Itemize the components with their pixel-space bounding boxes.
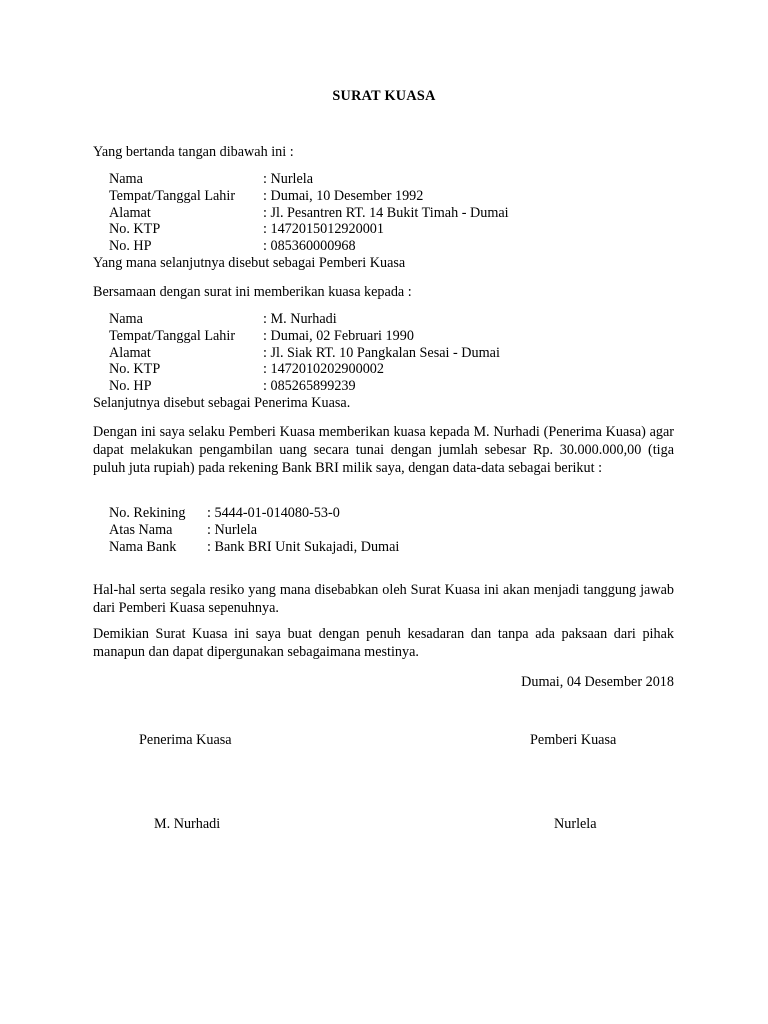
giver-role-label: Pemberi Kuasa <box>530 732 617 748</box>
place-date: Dumai, 04 Desember 2018 <box>521 674 674 690</box>
receiver-name-value: : M. Nurhadi <box>263 311 337 327</box>
body-paragraph: Dengan ini saya selaku Pemberi Kuasa memberikan kuasa kepada M. Nurhadi (Penerima Kuasa) agar dapat melakukan pengambilan uang secara tunai dengan jumlah sebesar Rp. 30.000.000,00 (tiga puluh juta rupiah) pada rekening Bank BRI milik saya, dengan data-data sebagai berikut : <box>93 424 674 476</box>
giver-name-value: : Nurlela <box>263 171 314 187</box>
document-title: SURAT KUASA <box>332 88 436 104</box>
closing-paragraph: Demikian Surat Kuasa ini saya buat dengan penuh kesadaran dan tanpa ada paksaan dari pihak manapun dan dapat dipergunakan sebagaimana mestinya. <box>93 626 674 660</box>
giver-ktp-label: No. KTP <box>109 221 161 237</box>
receiver-signature-name: M. Nurhadi <box>154 816 221 832</box>
receiver-ktp-value: : 1472010202900002 <box>263 361 384 377</box>
receiver-phone-value: : 085265899239 <box>263 378 356 394</box>
receiver-birth-label: Tempat/Tanggal Lahir <box>109 328 236 344</box>
receiver-closing: Selanjutnya disebut sebagai Penerima Kuasa. <box>93 395 351 411</box>
bank-account-value: : 5444-01-014080-53-0 <box>207 505 340 521</box>
receiver-intro: Bersamaan dengan surat ini memberikan kuasa kepada : <box>93 284 412 300</box>
bank-owner-label: Atas Nama <box>109 522 173 538</box>
bank-name-label: Nama Bank <box>109 539 177 555</box>
bank-account-label: No. Rekining <box>109 505 186 521</box>
giver-ktp-value: : 1472015012920001 <box>263 221 384 237</box>
bank-name-value: : Bank BRI Unit Sukajadi, Dumai <box>207 539 400 555</box>
receiver-phone-label: No. HP <box>109 378 152 394</box>
giver-address-label: Alamat <box>109 205 151 221</box>
giver-signature-name: Nurlela <box>554 816 597 832</box>
receiver-ktp-label: No. KTP <box>109 361 161 377</box>
receiver-birth-value: : Dumai, 02 Februari 1990 <box>263 328 414 344</box>
intro-text: Yang bertanda tangan dibawah ini : <box>93 144 294 160</box>
giver-address-value: : Jl. Pesantren RT. 14 Bukit Timah - Dumai <box>263 205 509 221</box>
receiver-role-label: Penerima Kuasa <box>139 732 232 748</box>
receiver-address-label: Alamat <box>109 345 151 361</box>
giver-phone-label: No. HP <box>109 238 152 254</box>
giver-name-label: Nama <box>109 171 143 187</box>
receiver-address-value: : Jl. Siak RT. 10 Pangkalan Sesai - Dumai <box>263 345 500 361</box>
giver-closing: Yang mana selanjutnya disebut sebagai Pemberi Kuasa <box>93 255 406 271</box>
bank-owner-value: : Nurlela <box>207 522 258 538</box>
risk-paragraph: Hal-hal serta segala resiko yang mana disebabkan oleh Surat Kuasa ini akan menjadi tanggung jawab dari Pemberi Kuasa sepenuhnya. <box>93 582 674 616</box>
receiver-name-label: Nama <box>109 311 143 327</box>
giver-birth-value: : Dumai, 10 Desember 1992 <box>263 188 424 204</box>
giver-phone-value: : 085360000968 <box>263 238 356 254</box>
giver-birth-label: Tempat/Tanggal Lahir <box>109 188 236 204</box>
